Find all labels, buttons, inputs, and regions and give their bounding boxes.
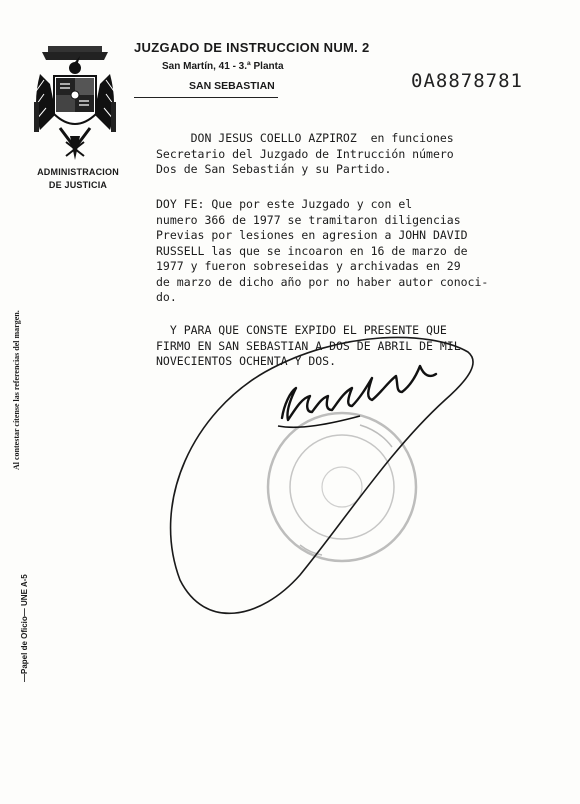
signature-scribble <box>282 366 436 420</box>
paragraph-certification: DOY FE: Que por este Juzgado y con el numero 366 de 1977 se tramitaron diligencias Previas por lesiones en agresion a JOHN DAVID RUSSELL las que se incoaron en 16 de marzo de 1977 y fueron sobreseidas y archivadas en 29 de marzo de dicho año por no haber autor conoci- do. <box>156 197 489 304</box>
paragraph-secretary: DON JESUS COELLO AZPIROZ en funciones Secretario del Juzgado de Intrucción número Dos de San Sebastián y su Partido. <box>156 131 454 176</box>
paragraph-closing: Y PARA QUE CONSTE EXPIDO EL PRESENTE QUE FIRMO EN SAN SEBASTIAN A DOS DE ABRIL DE MIL NOVECIENTOS OCHENTA Y DOS. <box>156 323 461 368</box>
margin-instruction: Al contestar cítense las referencias del margen. <box>12 310 21 470</box>
department-line-1: ADMINISTRACION <box>37 167 119 177</box>
court-address: San Martín, 41 - 3.ª Planta <box>162 61 284 72</box>
court-title: JUZGADO DE INSTRUCCION NUM. 2 <box>134 40 370 55</box>
paper-type-note: —Papel de Oficio— UNE A-5 <box>20 574 29 682</box>
serial-number: 0A8878781 <box>411 70 523 92</box>
department-line-2: DE JUSTICIA <box>48 180 108 190</box>
signature-loop <box>171 337 474 613</box>
court-city: SAN SEBASTIAN <box>189 80 275 92</box>
official-stamp-icon <box>268 413 416 561</box>
